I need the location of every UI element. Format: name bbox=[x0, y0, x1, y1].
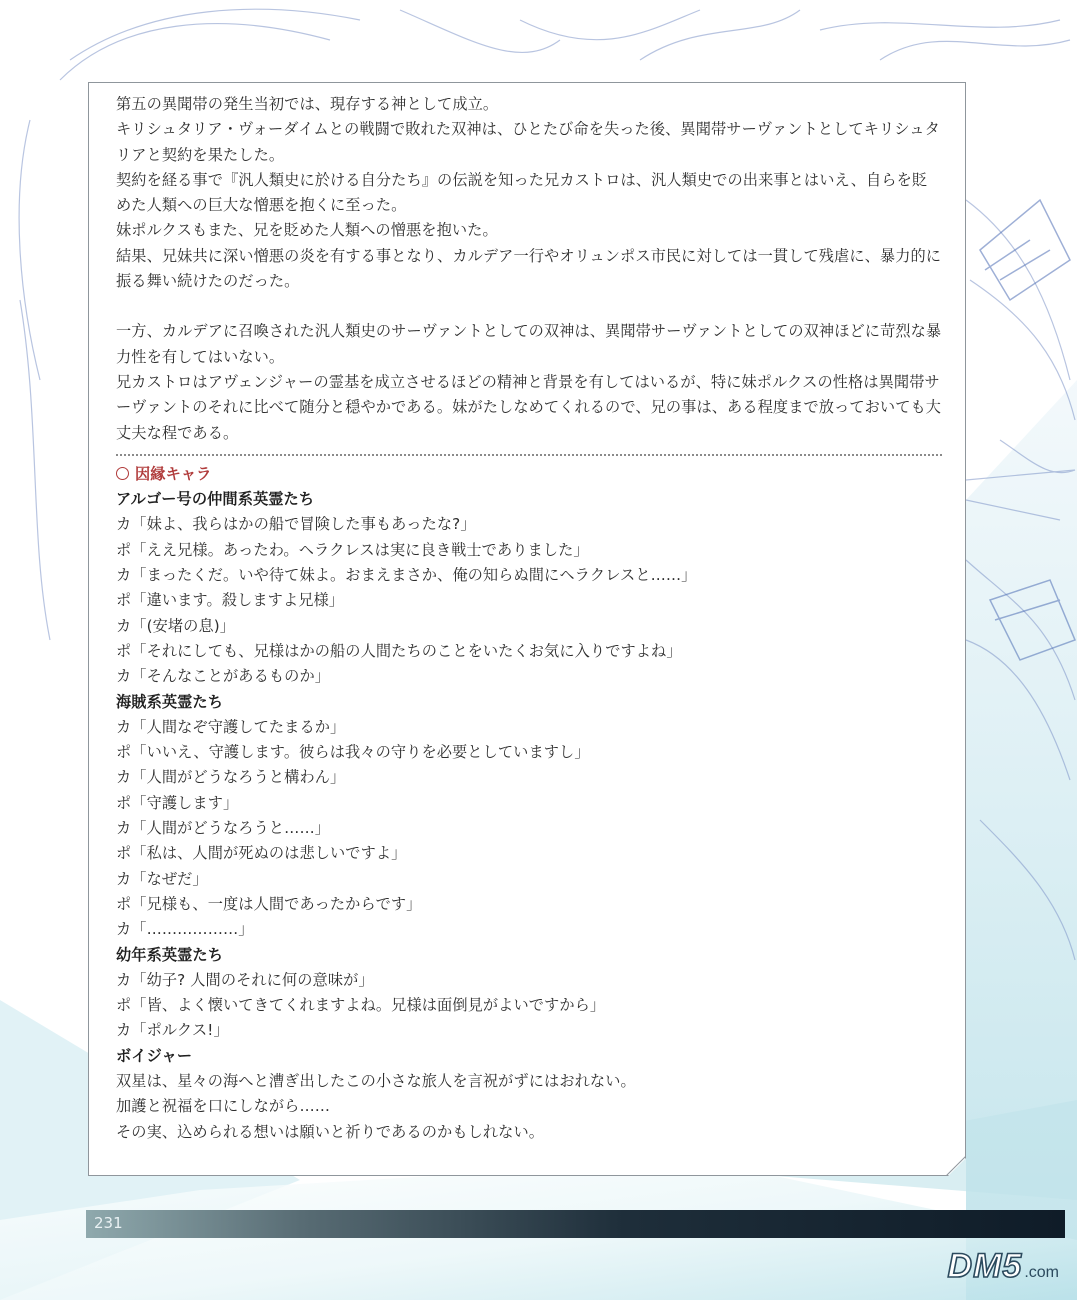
dialogue-line: ポ「私は、人間が死ぬのは悲しいですよ」 bbox=[116, 844, 407, 863]
paragraph: キリシュタリア・ヴォーダイムとの戦闘で敗れた双神は、ひとたび命を失った後、異聞帯サーヴァントとしてキリシュタリアと契約を果たした。 bbox=[116, 120, 940, 164]
dialogue-line: ポ「それにしても、兄様はかの船の人間たちのことをいたくお気に入りですよね」 bbox=[116, 641, 682, 660]
page-number: 231 bbox=[94, 1214, 123, 1232]
relation-group bbox=[116, 690, 942, 943]
dialogue-line: ポ「ええ兄様。あったわ。ヘラクレスは実に良き戦士でありました」 bbox=[116, 540, 589, 559]
paragraph: 一方、カルデアに召喚された汎人類史のサーヴァントとしての双神は、異聞帯サーヴァントとしての双神ほどに苛烈な暴力性を有してはいない。 bbox=[116, 322, 942, 366]
dialogue-line: カ「(安堵の息)」 bbox=[116, 616, 236, 635]
dialogue-line: カ「妹よ、我らはかの船で冒険した事もあったな?」 bbox=[116, 515, 476, 534]
paragraph: 妹ポルクスもまた、兄を貶めた人類への憎悪を抱いた。 bbox=[116, 221, 498, 240]
dialogue-line: 加護と祝福を口にしながら…… bbox=[116, 1097, 331, 1116]
paragraph: 兄カストロはアヴェンジャーの霊基を成立させるほどの精神と背景を有してはいるが、特に妹ポルクスの性格は異聞帯サーヴァントのそれに比べて随分と穏やかである。妹がたしなめてくれるので、兄の事は、ある程度まで放っておいても大丈夫な程である。 bbox=[116, 372, 942, 442]
footer-bar bbox=[86, 1210, 1065, 1238]
panel-corner-cut bbox=[946, 1156, 966, 1176]
watermark-domain: .com bbox=[1024, 1264, 1059, 1281]
dialogue-line: カ「まったくだ。いや待て妹よ。おまえまさか、俺の知らぬ間にヘラクレスと……」 bbox=[116, 566, 697, 585]
dialogue-line: カ「人間なぞ守護してたまるか」 bbox=[116, 717, 346, 736]
site-watermark bbox=[948, 1247, 1059, 1286]
second-block bbox=[116, 319, 942, 445]
group-heading: ボイジャー bbox=[116, 1046, 193, 1065]
group-heading: 海賊系英霊たち bbox=[116, 692, 224, 711]
dialogue-line: ポ「違います。殺しますよ兄様」 bbox=[116, 591, 345, 610]
dialogue-line: カ「幼子? 人間のそれに何の意味が」 bbox=[116, 970, 374, 989]
dialogue-line: カ「人間がどうなろうと……」 bbox=[116, 819, 331, 838]
dialogue-line: カ「なぜだ」 bbox=[116, 869, 208, 888]
dialogue-line: カ「人間がどうなろうと構わん」 bbox=[116, 768, 346, 787]
dialogue-line: カ「ポルクス!」 bbox=[116, 1021, 229, 1040]
relation-group bbox=[116, 943, 942, 1044]
intro-block bbox=[116, 92, 942, 294]
dialogue-line: ポ「いいえ、守護します。彼らは我々の守りを必要としていますし」 bbox=[116, 743, 590, 762]
dialogue-line: その実、込められる想いは願いと祈りであるのかもしれない。 bbox=[116, 1122, 545, 1141]
dialogue-line: カ「………………」 bbox=[116, 920, 254, 939]
paragraph-gap bbox=[116, 294, 942, 319]
relation-group bbox=[116, 487, 942, 689]
group-heading: アルゴー号の仲間系英霊たち bbox=[116, 490, 315, 509]
dialogue-line: 双星は、星々の海へと漕ぎ出したこの小さな旅人を言祝がずにはおれない。 bbox=[116, 1071, 636, 1090]
paragraph: 結果、兄妹共に深い憎悪の炎を有する事となり、カルデア一行やオリュンポス市民に対しては一貫して残虐に、暴力的に振る舞い続けたのだった。 bbox=[116, 246, 942, 291]
group-heading: 幼年系英霊たち bbox=[116, 945, 224, 964]
dialogue-line: ポ「皆、よく懐いてきてくれますよね。兄様は面倒見がよいですから」 bbox=[116, 996, 606, 1015]
paragraph: 第五の異聞帯の発生当初では、現存する神として成立。 bbox=[116, 95, 499, 113]
dialogue-line: カ「そんなことがあるものか」 bbox=[116, 667, 331, 686]
watermark-logo: DM5 bbox=[947, 1247, 1023, 1285]
circle-icon bbox=[116, 467, 129, 480]
article-content bbox=[116, 92, 942, 1145]
paragraph: 契約を経る事で『汎人類史に於ける自分たち』の伝説を知った兄カストロは、汎人類史での出来事とはいえ、自らを貶めた人類への巨大な憎悪を抱くに至った。 bbox=[116, 170, 928, 215]
dialogue-line: ポ「守護します」 bbox=[116, 793, 239, 812]
section-title bbox=[116, 462, 942, 487]
section-title-text: 因縁キャラ bbox=[135, 464, 212, 483]
dotted-divider bbox=[116, 454, 942, 456]
dialogue-line: ポ「兄様も、一度は人間であったからです」 bbox=[116, 894, 422, 913]
relation-group bbox=[116, 1044, 942, 1145]
